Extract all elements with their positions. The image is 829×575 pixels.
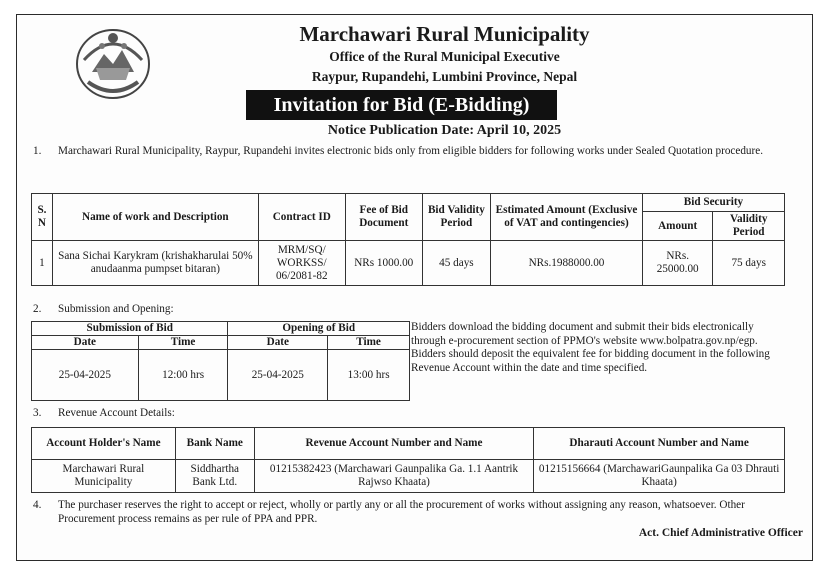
- cell-name: Sana Sichai Karykram (krishakharulai 50% anudaanma pumpset bitaran): [52, 241, 258, 286]
- item-number-3: 3.: [33, 407, 42, 419]
- col-revenue: Revenue Account Number and Name: [254, 428, 534, 460]
- table-row: [32, 241, 785, 286]
- cell-sec-validity: 75 days: [713, 241, 785, 286]
- col-contract: Contract ID: [258, 194, 345, 241]
- submission-instructions: Bidders download the bidding document and submit their bids electronically through e-procurement section of PPMO's website www.bolpatra.gov.np/egp. Bidders should deposit the equivalent fee for bidding document in the following Revenue Account within the date and time specified.: [411, 321, 770, 374]
- col-sec-validity: Validity Period: [713, 212, 785, 241]
- col-fee: Fee of Bid Document: [345, 194, 422, 241]
- signature-title: Act. Chief Administrative Officer: [638, 527, 803, 539]
- cell-amount: NRs. 25000.00: [642, 241, 712, 286]
- open-time-header: Time: [328, 336, 410, 350]
- account-table: [31, 427, 785, 493]
- col-security: Bid Security: [642, 194, 784, 212]
- item-1-text: Marchawari Rural Municipality, Raypur, Rupandehi invites electronic bids only from eligible bidders for following works under Sealed Quotation procedure.: [58, 145, 764, 157]
- cell-sn: 1: [32, 241, 53, 286]
- publication-date: Notice Publication Date: April 10, 2025: [327, 123, 562, 138]
- submission-header: Submission of Bid: [32, 322, 228, 336]
- open-date-header: Date: [228, 336, 328, 350]
- table-row: [32, 350, 410, 401]
- col-estimate: Estimated Amount (Exclusive of VAT and contingencies): [491, 194, 643, 241]
- opening-header: Opening of Bid: [228, 322, 410, 336]
- cell-revenue: 01215382423 (Marchawari Gaunpalika Ga. 1.1 Aantrik Rajwso Khaata): [254, 460, 534, 493]
- cell-holder: Marchawari Rural Municipality: [32, 460, 176, 493]
- sub-date-header: Date: [32, 336, 139, 350]
- sub-time-header: Time: [138, 336, 228, 350]
- item-2-text: Submission and Opening:: [58, 303, 174, 315]
- col-name: Name of work and Description: [52, 194, 258, 241]
- address-line: Raypur, Rupandehi, Lumbini Province, Nepal: [311, 69, 578, 84]
- bid-table: [31, 193, 785, 286]
- item-3-text: Revenue Account Details:: [58, 407, 175, 419]
- item-4-text: The purchaser reserves the right to accept or reject, wholly or partly any or all the procurement of works without assigning any reason, whatsoever. Other Procurement process remains as per rule of PPA and PPR.: [58, 499, 745, 525]
- col-validity: Bid Validity Period: [422, 194, 490, 241]
- cell-dharauti: 01215156664 (MarchawariGaunpalika Ga 03 Dhrauti Khaata): [534, 460, 785, 493]
- item-number-4: 4.: [33, 499, 42, 511]
- col-amount: Amount: [642, 212, 712, 241]
- sub-date: 25-04-2025: [32, 350, 139, 401]
- col-sn: S. N: [32, 194, 53, 241]
- cell-contract: MRM/SQ/ WORKSS/ 06/2081-82: [258, 241, 345, 286]
- item-number-1: 1.: [33, 145, 42, 157]
- open-date: 25-04-2025: [228, 350, 328, 401]
- submission-table: [31, 321, 410, 401]
- cell-validity: 45 days: [422, 241, 490, 286]
- cell-estimate: NRs.1988000.00: [491, 241, 643, 286]
- col-holder: Account Holder's Name: [32, 428, 176, 460]
- item-number-2: 2.: [33, 303, 42, 315]
- col-dharauti: Dharauti Account Number and Name: [534, 428, 785, 460]
- invitation-banner: Invitation for Bid (E-Bidding): [246, 90, 557, 120]
- table-row: [32, 460, 785, 493]
- office-subtitle: Office of the Rural Municipal Executive: [329, 49, 560, 64]
- open-time: 13:00 hrs: [328, 350, 410, 401]
- municipality-title: Marchawari Rural Municipality: [299, 22, 590, 46]
- cell-fee: NRs 1000.00: [345, 241, 422, 286]
- sub-time: 12:00 hrs: [138, 350, 228, 401]
- cell-bank: Siddhartha Bank Ltd.: [175, 460, 254, 493]
- col-bank: Bank Name: [175, 428, 254, 460]
